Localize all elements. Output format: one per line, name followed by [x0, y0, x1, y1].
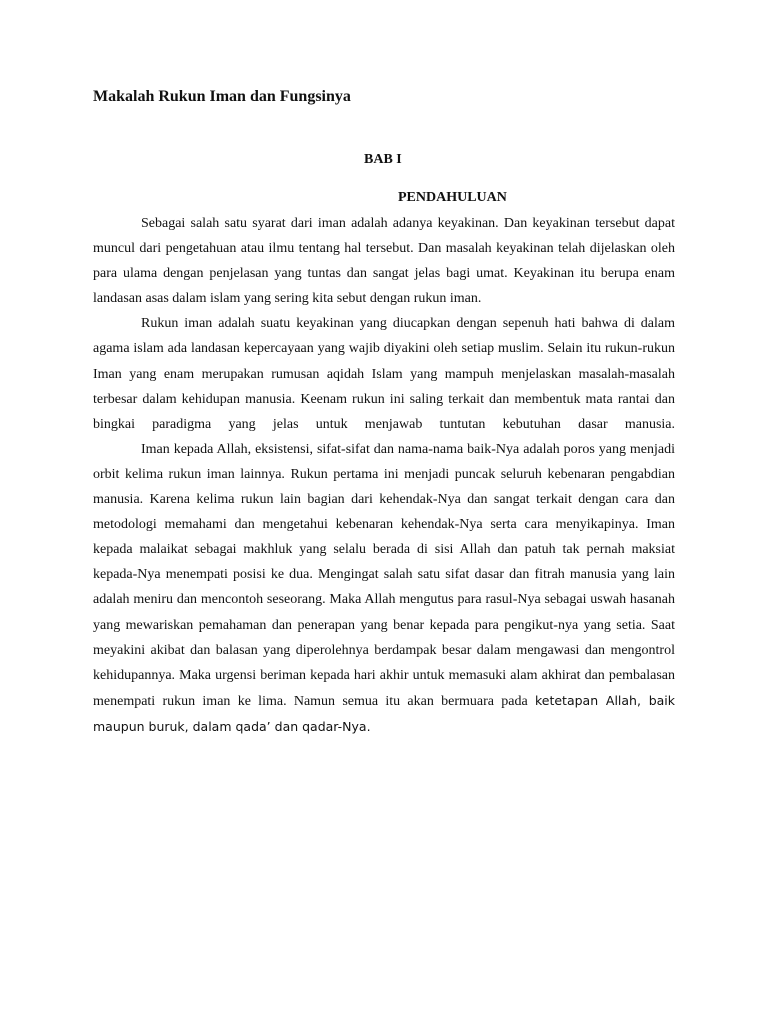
document-title: Makalah Rukun Iman dan Fungsinya: [93, 88, 351, 105]
paragraph-3: [93, 437, 675, 740]
document-body: [93, 211, 675, 740]
chapter-heading: BAB I: [364, 152, 402, 167]
paragraph-3-text: Iman kepada Allah, eksistensi, sifat-sifat dan nama-nama baik-Nya adalah poros yang menjadi orbit kelima rukun iman lainnya. Rukun pertama ini menjadi puncak seluruh kebenaran pengabdian manusia. Karena kelima rukun lain bagian dari kehendak-Nya dan sangat terkait dengan cara dan metodologi memahami dan mengetahui kebenaran kehendak-Nya serta cara menyikapinya. Iman kepada malaikat sebagai makhluk yang selalu berada di sisi Allah dan patuh tak pernah maksiat kepada-Nya menempati posisi ke dua. Mengingat salah satu sifat dasar dan fitrah manusia yang lain adalah meniru dan mencontoh seseorang. Maka Allah mengutus para rasul-Nya sebagai uswah hasanah yang mewariskan pemahaman dan penerapan yang benar kepada para pengikut-nya yang setia. Saat meyakini akibat dan balasan yang diperolehnya berdampak besar dalam mengawasi dan mengontrol kehidupannya. Maka urgensi beriman kepada hari akhir untuk memasuki alam akhirat dan pembalasan menempati rukun iman ke lima. Namun semua itu akan bermuara pada: [93, 441, 675, 709]
paragraph-1: Sebagai salah satu syarat dari iman adalah adanya keyakinan. Dan keyakinan tersebut dapat muncul dari pengetahuan atau ilmu tentang hal tersebut. Dan masalah keyakinan telah dijelaskan oleh para ulama dengan penjelasan yang tuntas dan sangat jelas bagi umat. Keyakinan itu berupa enam landasan asas dalam islam yang sering kita sebut dengan rukun iman.: [93, 216, 675, 307]
paragraph-3-ending: ketetapan Allah, baik maupun buruk, dalam qada’ dan qadar-Nya.: [93, 692, 675, 734]
paragraph-2: Rukun iman adalah suatu keyakinan yang diucapkan dengan sepenuh hati bahwa di dalam agama islam ada landasan kepercayaan yang wajib diyakini oleh setiap muslim. Selain itu rukun-rukun Iman yang enam merupakan rumusan aqidah Islam yang mampuh menjelaskan masalah-masalah terbesar dalam kehidupan manusia. Keenam rukun ini saling terkait dan membentuk mata rantai dan bingkai paradigma yang jelas untuk menjawab tuntutan kebutuhan dasar manusia.: [93, 316, 675, 432]
section-heading: PENDAHULUAN: [398, 190, 507, 205]
